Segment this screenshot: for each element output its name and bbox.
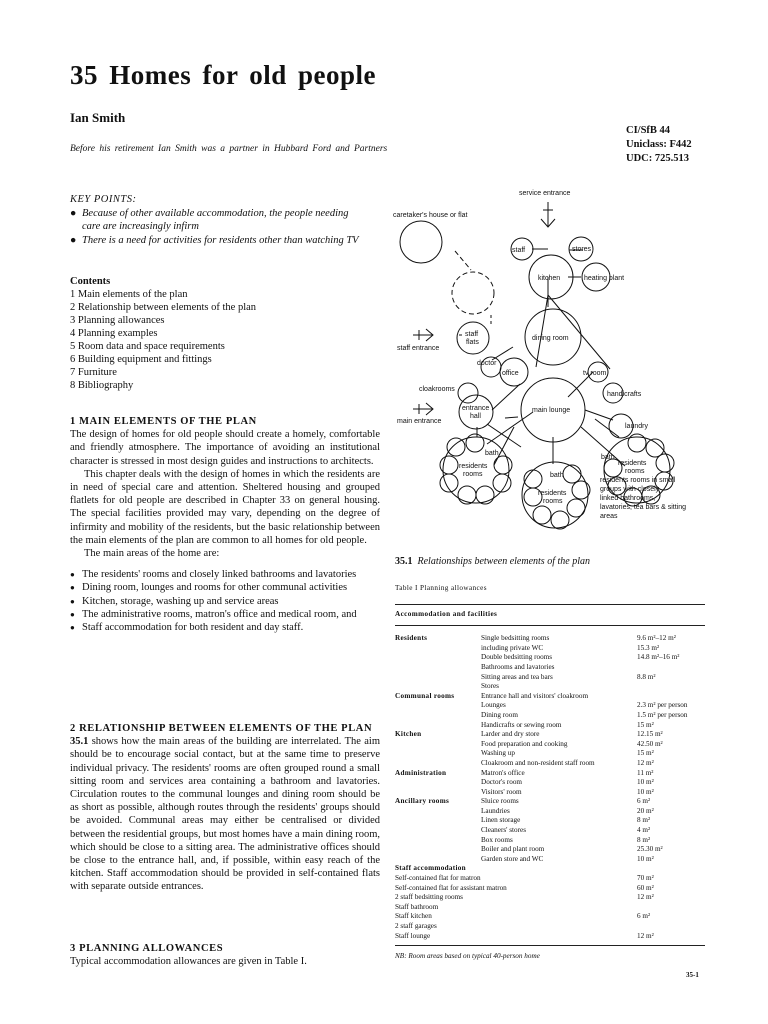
label-staff-flats: flats <box>466 339 479 346</box>
table-category <box>395 673 481 683</box>
table-item: Cleaners' stores <box>481 826 527 835</box>
staff-entrance-arrow <box>413 329 433 341</box>
table-item: Boiler and plant room <box>481 845 545 854</box>
section-heading: 3 PLANNING ALLOWANCES <box>70 943 224 954</box>
chapter-title: 35 Homes for old people <box>70 60 376 90</box>
table-value: 8 m² <box>637 816 651 825</box>
label-tv-room: tv room <box>583 370 607 377</box>
figure-number: 35.1 <box>395 556 413 567</box>
table-row <box>395 836 705 846</box>
table-item: Box rooms <box>481 835 513 844</box>
table-title: Table I Planning allowances <box>395 584 487 592</box>
label-main-lounge: main lounge <box>532 407 571 414</box>
table-value: 8 m² <box>637 835 651 844</box>
table-category <box>395 778 481 788</box>
paragraph: Typical accommodation allowances are given in Table I. <box>70 956 307 968</box>
table-row <box>395 749 705 759</box>
table-row <box>395 644 705 654</box>
relationship-diagram <box>393 182 723 554</box>
label-handicrafts: handicrafts <box>607 391 642 398</box>
service-entrance-arrow <box>541 202 555 227</box>
contents-item: 5 Room data and space requirements <box>70 341 225 352</box>
table-item: Linen storage <box>481 816 521 825</box>
label-note: residents rooms in small <box>600 477 676 484</box>
table-header: Accommodation and facilities <box>395 609 498 618</box>
table-row <box>395 653 705 663</box>
table-value: 9.6 m²–12 m² <box>637 634 676 643</box>
list-item: ● The residents' rooms and closely linked bathrooms and lavatories <box>70 568 380 581</box>
table-value: 2.3 m² per person <box>637 701 688 710</box>
label-doctor: doctor <box>477 360 497 367</box>
table-body <box>395 634 705 864</box>
label-entrance-hall: hall <box>470 413 481 420</box>
table-item: Staff kitchen <box>395 912 432 921</box>
table-value <box>637 682 705 692</box>
table-note: NB: Room areas based on typical 40-person home <box>395 952 540 961</box>
table-category <box>395 816 481 826</box>
paragraph: The design of homes for old people should create a homely, comfortable and friendly atmosphere. The importance of avoiding an institutional character is stressed in most design guides and instructions to architects. <box>70 429 380 467</box>
main-areas-list <box>70 568 380 634</box>
label-rooms: rooms <box>625 468 645 475</box>
table-row <box>395 730 705 740</box>
table-item: Staff bathroom <box>395 902 439 911</box>
table-value: 6 m² <box>637 912 651 921</box>
table-value: 12 m² <box>637 931 654 940</box>
table-row <box>395 769 705 779</box>
table-category: Residents <box>395 634 428 643</box>
table-row <box>395 855 705 865</box>
table-item: Double bedsitting rooms <box>481 653 553 662</box>
table-value: 12 m² <box>637 758 654 767</box>
table-value: 12.15 m² <box>637 730 663 739</box>
table-item: Doctor's room <box>481 778 523 787</box>
contents-item: 7 Furniture <box>70 367 117 378</box>
paragraph: The main areas of the home are: <box>84 548 220 560</box>
label-note: groups with closely <box>600 486 660 493</box>
table-item: including private WC <box>481 643 544 652</box>
table-category <box>395 759 481 769</box>
uniclass-code: Uniclass: F442 <box>626 139 692 150</box>
table-category: Ancillary rooms <box>395 797 450 806</box>
table-value <box>637 663 705 673</box>
table-category: Kitchen <box>395 730 422 739</box>
list-item: ● Kitchen, storage, washing up and service areas <box>70 595 380 608</box>
table-value: 10 m² <box>637 787 654 796</box>
label-main-entrance: main entrance <box>397 418 442 425</box>
table-value: 20 m² <box>637 806 654 815</box>
table-row <box>395 692 705 702</box>
table-value: 12 m² <box>637 893 654 902</box>
label-residents: residents <box>459 463 488 470</box>
table-item: Staff lounge <box>395 931 431 940</box>
list-item: ● Dining room, lounges and rooms for other communal activities <box>70 581 380 594</box>
label-note: lavatories, tea bars & sitting <box>600 504 686 511</box>
table-item: Washing up <box>481 749 515 758</box>
table-row <box>395 912 705 922</box>
label-note: linked bathrooms, <box>600 495 656 502</box>
table-row <box>395 807 705 817</box>
table-item: Garden store and WC <box>481 854 544 863</box>
label-entrance-hall: entrance <box>462 405 490 412</box>
contents-list <box>70 275 256 392</box>
table-row <box>395 634 705 644</box>
table-category <box>395 711 481 721</box>
contents-item: 1 Main elements of the plan <box>70 289 188 300</box>
table-value: 10 m² <box>637 854 654 863</box>
table-item: Food preparation and cooking <box>481 739 568 748</box>
table-item: Visitors' room <box>481 787 522 796</box>
label-office: office <box>502 370 519 377</box>
label-note: areas <box>600 513 618 520</box>
table-row <box>395 826 705 836</box>
entrance-hall-node <box>459 395 493 429</box>
label-bath: bath <box>485 450 499 457</box>
table-category <box>395 644 481 654</box>
key-point-item: ● Because of other available accommodation, the people needing care are increasingly infirm <box>70 207 349 232</box>
table-category <box>395 807 481 817</box>
table-item: Sluice rooms <box>481 797 519 806</box>
table-row <box>395 884 705 894</box>
author-name: Ian Smith <box>70 110 126 125</box>
section-relationship <box>70 722 380 894</box>
table-value <box>637 922 705 932</box>
author-byline: Before his retirement Ian Smith was a partner in Hubbard Ford and Partners <box>70 144 388 154</box>
table-value: 4 m² <box>637 826 651 835</box>
table-category <box>395 663 481 673</box>
table-category <box>395 855 481 865</box>
table-row <box>395 673 705 683</box>
table-category <box>395 701 481 711</box>
table-row <box>395 778 705 788</box>
table-row <box>395 893 705 903</box>
label-rooms: rooms <box>463 471 483 478</box>
table-item: Stores <box>481 682 499 691</box>
label-kitchen: kitchen <box>538 275 561 282</box>
table-value: 60 m² <box>637 883 654 892</box>
table-value <box>637 903 705 913</box>
table-item: Self-contained flat for matron <box>395 874 481 883</box>
table-row <box>395 682 705 692</box>
label-caretaker: caretaker's house or flat <box>393 212 468 219</box>
table-value: 15 m² <box>637 720 654 729</box>
table-value: 25.30 m² <box>637 845 663 854</box>
table-row <box>395 711 705 721</box>
table-item: Sitting areas and tea bars <box>481 672 553 681</box>
table-row <box>395 663 705 673</box>
cisfb-code: CI/SfB 44 <box>626 125 671 136</box>
list-item: ● The administrative rooms, matron's office and medical room, and <box>70 608 380 621</box>
table-category <box>395 836 481 846</box>
table-row <box>395 788 705 798</box>
key-points <box>70 193 360 247</box>
table-item: Handicrafts or sewing room <box>481 720 562 729</box>
table-item: 2 staff garages <box>395 922 437 930</box>
table-row <box>395 816 705 826</box>
contents-heading: Contents <box>70 276 111 287</box>
staff-heading: Staff accommodation <box>395 864 466 873</box>
table-value: 15 m² <box>637 749 654 758</box>
table-category <box>395 788 481 798</box>
table-row <box>395 797 705 807</box>
table-item: Bathrooms and lavatories <box>481 662 555 671</box>
table-item: Matron's office <box>481 768 525 777</box>
table-category: Communal rooms <box>395 691 455 700</box>
cloakrooms-node <box>458 383 478 403</box>
caretaker-house-node <box>400 221 442 263</box>
section-heading: 2 RELATIONSHIP BETWEEN ELEMENTS OF THE PLAN <box>70 723 373 734</box>
table-item: Larder and dry store <box>481 730 540 739</box>
section-main-elements <box>70 415 380 634</box>
table-row <box>395 740 705 750</box>
table-row <box>395 932 705 942</box>
page-number: 35-1 <box>686 971 699 979</box>
label-dining-room: dining room <box>532 335 569 342</box>
table-value: 15.3 m² <box>637 643 660 652</box>
table-category <box>395 826 481 836</box>
paragraph: This chapter deals with the design of homes in which the residents are in need of special care and attention. Sheltered housing and grouped flatlets for old people are described in Chapter 33 on general housing. The special facilities provided may vary, depending on the degree of infirmity and mobility of the residents, but the basic relationship between the main elements of the plan are common to all homes for old people. <box>70 468 380 546</box>
staff-flats-node <box>457 322 489 354</box>
table-value: 6 m² <box>637 797 651 806</box>
label-stores: stores <box>572 246 592 253</box>
label-staff: staff <box>512 247 526 254</box>
contents-item: 6 Building equipment and fittings <box>70 354 212 365</box>
paragraph: 35.1 shows how the main areas of the building are interrelated. The aim should be to encourage social contact, but at the same time to preserve individual privacy. The residents' rooms are often grouped round a small sitting room and services area containing a bathroom and lavatories. Circulation routes to the communal lounges and dining room should be as short as possible, although routes through the residents' groups should be avoided. Communal areas may either be centralised or divided between the residential groups, but most homes have a main dining room, which should be close to a sitting area. The administrative offices should be close to the entrance hall, and, if possible, within easy reach of the kitchen. Staff accommodation should be provided in self-contained flats with separate outside entrances. <box>70 736 380 893</box>
table-category <box>395 682 481 692</box>
label-heating-plant: heating plant <box>584 275 625 282</box>
staff-table <box>395 874 705 941</box>
table-value: 8.8 m² <box>637 672 656 681</box>
label-rooms: rooms <box>543 498 563 505</box>
label-staff-entrance: staff entrance <box>397 345 440 352</box>
label-bath: bath <box>601 454 615 461</box>
table-row <box>395 721 705 731</box>
table-item: 2 staff bedsitting rooms <box>395 893 463 902</box>
label-staff-flats: staff <box>465 331 479 338</box>
table-item: Cloakroom and non-resident staff room <box>481 758 595 767</box>
udc-code: UDC: 725.513 <box>626 153 689 164</box>
label-residents: residents <box>538 490 567 497</box>
contents-item: 2 Relationship between elements of the plan <box>70 302 257 313</box>
table-value <box>637 692 705 702</box>
section-planning-allowances <box>70 942 380 968</box>
label-residents: residents <box>618 460 647 467</box>
table-category <box>395 749 481 759</box>
contents-item: 8 Bibliography <box>70 380 134 391</box>
figure-ref: 35.1 <box>70 736 89 748</box>
table-row <box>395 759 705 769</box>
table-value: 14.8 m²–16 m² <box>637 653 680 662</box>
table-item: Self-contained flat for assistant matron <box>395 883 507 892</box>
table-item: Dining room <box>481 710 518 719</box>
table-item: Entrance hall and visitors' cloakroom <box>481 691 589 700</box>
figure-caption: 35.1 Relationships between elements of the plan <box>395 556 590 567</box>
planning-allowances-table <box>395 584 705 962</box>
main-entrance-arrow <box>413 403 433 415</box>
classification-block <box>626 124 692 166</box>
list-item: ● Staff accommodation for both resident and day staff. <box>70 621 380 634</box>
table-item: Laundries <box>481 806 510 815</box>
table-row <box>395 701 705 711</box>
table-value: 42.50 m² <box>637 739 663 748</box>
table-category <box>395 740 481 750</box>
table-value: 10 m² <box>637 778 654 787</box>
label-laundry: laundry <box>625 423 648 430</box>
contents-item: 3 Planning allowances <box>70 315 165 326</box>
label-bath: bath <box>550 472 564 479</box>
label-service-entrance: service entrance <box>519 190 571 197</box>
key-point-item: ● There is a need for activities for residents other than watching TV <box>70 234 359 246</box>
table-item: Single bedsitting rooms <box>481 634 550 643</box>
table-row <box>395 903 705 913</box>
table-category <box>395 721 481 731</box>
table-category: Administration <box>395 768 447 777</box>
label-cloakrooms: cloakrooms <box>419 386 455 393</box>
table-value: 70 m² <box>637 874 654 883</box>
table-row <box>395 845 705 855</box>
diagram-labels <box>393 190 686 520</box>
table-category <box>395 653 481 663</box>
table-category <box>395 845 481 855</box>
contents-item: 4 Planning examples <box>70 328 158 339</box>
table-row <box>395 922 705 932</box>
table-value: 11 m² <box>637 768 654 777</box>
table-value: 1.5 m² per person <box>637 710 688 719</box>
section-heading: 1 MAIN ELEMENTS OF THE PLAN <box>70 416 257 427</box>
key-points-title: KEY POINTS: <box>70 194 137 205</box>
table-item: Lounges <box>481 701 506 710</box>
dashed-node <box>452 272 494 314</box>
table-row <box>395 874 705 884</box>
